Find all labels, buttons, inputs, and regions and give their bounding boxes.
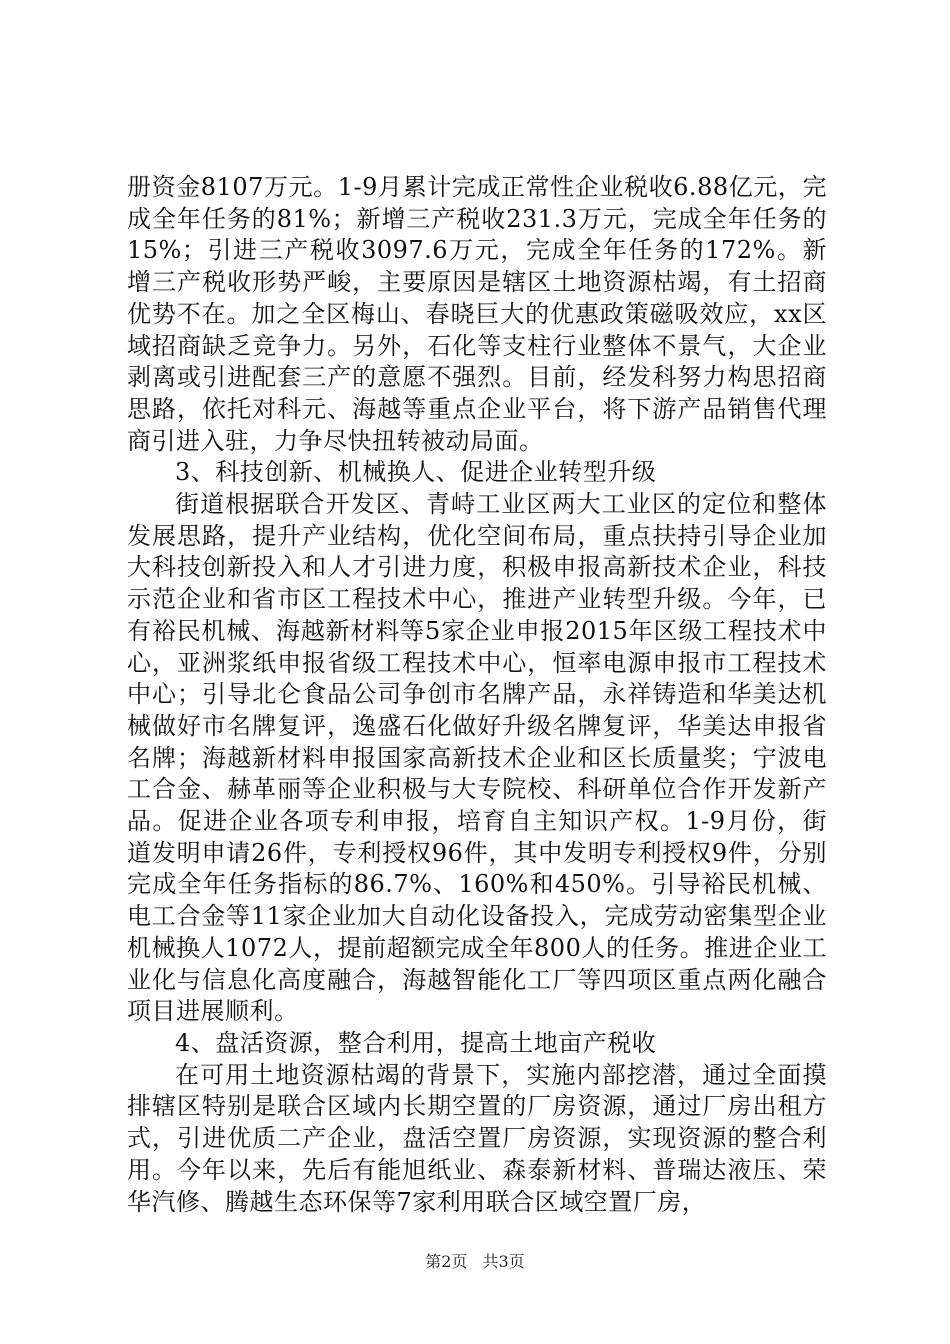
page-number: 第2页 [425, 1252, 468, 1271]
paragraph-registered-capital: 册资金8107万元。1-9月累计完成正常性企业税收6.88亿元，完成全年任务的81%；新增三产税收231.3万元，完成全年任务的15%；引进三产税收3097.6万元，完成全年任务的172%。新增三产税收形势严峻，主要原因是辖区土地资源枯竭，有土招商优势不在。加之全区梅山、春晓巨大的优惠政策磁吸效应，xx区域招商缺乏竞争力。另外，石化等支柱行业整体不景气，大企业剥离或引进配套三产的意愿不强烈。目前，经发科努力构思招商思路，依托对科元、海越等重点企业平台，将下游产品销售代理商引进入驻，力争尽快扭转被动局面。 [127, 173, 827, 455]
paragraph-tech-innovation: 街道根据联合开发区、青峙工业区两大工业区的定位和整体发展思路，提升产业结构，优化空间布局，重点扶持引导企业加大科技创新投入和人才引进力度，积极申报高新技术企业，科技示范企业和省市区工程技术中心，推进产业转型升级。今年，已有裕民机械、海越新材料等5家企业申报2015年区级工程技术中心，亚洲浆纸申报省级工程技术中心，恒率电源申报市工程技术中心；引导北仑食品公司争创市名牌产品，永祥铸造和华美达机械做好市名牌复评，逸盛石化做好升级名牌复评，华美达申报省名牌；海越新材料申报国家高新技术企业和区长质量奖；宁波电工合金、赫革丽等企业积极与大专院校、科研单位合作开发新产品。促进企业各项专利申报，培育自主知识产权。1-9月份，街道发明申请26件，专利授权96件，其中发明专利授权9件，分别完成全年任务指标的86.7%、160%和450%。引导裕民机械、电工合金等11家企业加大自动化设备投入，完成劳动密集型企业机械换人1072人，提前超额完成全年800人的任务。推进企业工业化与信息化高度融合，海越智能化工厂等四项区重点两化融合项目进展顺利。 [127, 490, 827, 1026]
document-body [127, 172, 827, 1218]
paragraph-revitalize-resources: 在可用土地资源枯竭的背景下，实施内部挖潜，通过全面摸排辖区特别是联合区域内长期空置的厂房资源，通过厂房出租方式，引进优质二产企业，盘活空置厂房资源，实现资源的整合利用。今年以来，先后有能旭纸业、森泰新材料、普瑞达液压、荣华汽修、腾越生态环保等7家利用联合区域空置厂房， [127, 1060, 827, 1216]
section-heading-revitalize-resources: 4、盘活资源，整合利用，提高土地亩产税收 [175, 1028, 657, 1057]
section-heading-tech-innovation: 3、科技创新、机械换人、促进企业转型升级 [175, 458, 657, 487]
page-footer [0, 1251, 950, 1273]
page-total: 共3页 [482, 1252, 525, 1271]
